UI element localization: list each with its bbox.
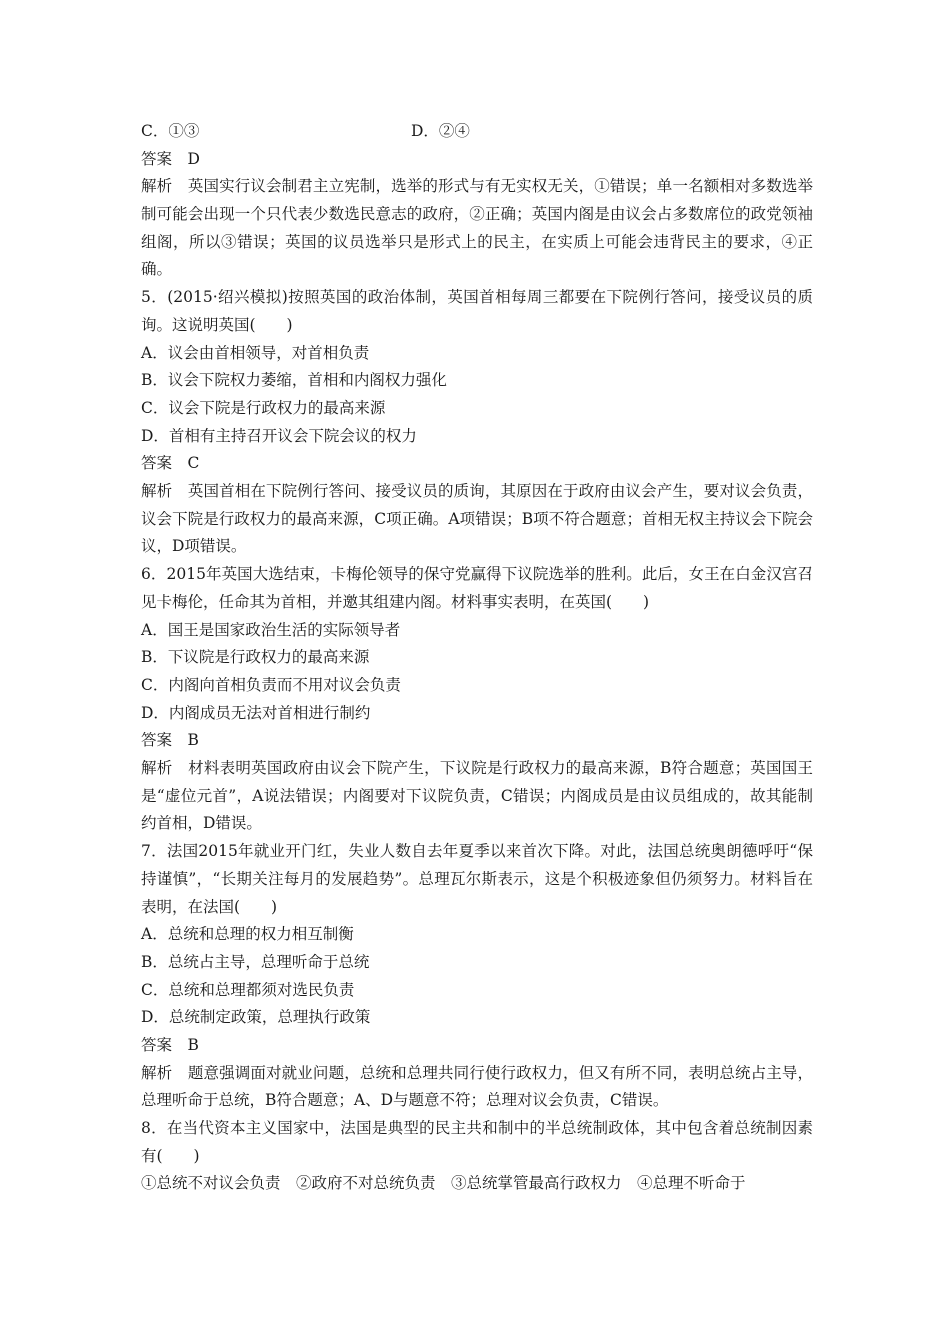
option-d: D．首相有主持召开议会下院会议的权力	[141, 426, 417, 445]
analysis-paragraph: 解析 材料表明英国政府由议会下院产生，下议院是行政权力的最高来源，B符合题意；英国国王是“虚位元首”，A说法错误；内阁要对下议院负责，C错误；内阁成员是由议员组成的，故其能制约首相，D错误。	[141, 758, 813, 833]
question-5: 5．(2015·绍兴模拟)按照英国的政治体制，英国首相每周三都要在下院例行答问，接受议员的质询。这说明英国( )	[141, 288, 813, 334]
analysis-paragraph: 解析 英国实行议会制君主立宪制，选举的形式与有无实权无关，①错误；单一名额相对多数选举制可能会出现一个只代表少数选民意志的政府，②正确；英国内阁是由议会占多数席位的政党领袖组阁，所以③错误；英国的议员选举只是形式上的民主，在实质上可能会违背民主的要求，④正确。	[141, 177, 813, 279]
page-content	[141, 118, 813, 1198]
answer-line: 答案 B	[141, 731, 199, 750]
option-a: A．国王是国家政治生活的实际领导者	[141, 620, 401, 639]
answer-line: 答案 D	[141, 149, 200, 168]
statement-list: ①总统不对议会负责 ②政府不对总统负责 ③总统掌管最高行政权力 ④总理不听命于	[141, 1174, 746, 1193]
answer-line: 答案 B	[141, 1035, 199, 1054]
option-row	[141, 118, 813, 146]
analysis-paragraph: 解析 题意强调面对就业问题，总统和总理共同行使行政权力，但又有所不同，表明总统占主导，总理听命于总统，B符合题意；A、D与题意不符；总理对议会负责，C错误。	[141, 1063, 813, 1110]
question-6: 6．2015年英国大选结束，卡梅伦领导的保守党赢得下议院选举的胜利。此后，女王在白金汉宫召见卡梅伦，任命其为首相，并邀其组建内阁。材料事实表明，在英国( )	[141, 565, 813, 611]
option-d: D．②④	[411, 122, 470, 140]
question-8: 8．在当代资本主义国家中，法国是典型的民主共和制中的半总统制政体，其中包含着总统制因素有( )	[141, 1119, 813, 1165]
option-a: A．总统和总理的权力相互制衡	[141, 925, 354, 944]
question-7: 7．法国2015年就业开门红，失业人数自去年夏季以来首次下降。对此，法国总统奥朗德呼吁“保持谨慎”，“长期关注每月的发展趋势”。总理瓦尔斯表示，这是个积极迹象但仍须努力。材料旨在表明，在法国( )	[141, 842, 813, 916]
answer-line: 答案 C	[141, 454, 200, 473]
analysis-paragraph: 解析 英国首相在下院例行答问、接受议员的质询，其原因在于政府由议会产生，要对议会负责，议会下院是行政权力的最高来源，C项正确。A项错误；B项不符合题意；首相无权主持议会下院会议，D项错误。	[141, 482, 813, 556]
option-b: B．议会下院权力萎缩，首相和内阁权力强化	[141, 371, 447, 390]
option-c: C．①③	[141, 122, 200, 140]
option-c: C．议会下院是行政权力的最高来源	[141, 398, 386, 417]
option-c: C．总统和总理都须对选民负责	[141, 980, 355, 999]
option-c: C．内阁向首相负责而不用对议会负责	[141, 675, 401, 694]
option-a: A．议会由首相领导，对首相负责	[141, 343, 370, 362]
option-d: D．内阁成员无法对首相进行制约	[141, 703, 371, 722]
option-b: B．总统占主导，总理听命于总统	[141, 952, 370, 971]
option-d: D．总统制定政策，总理执行政策	[141, 1008, 371, 1027]
option-b: B．下议院是行政权力的最高来源	[141, 648, 370, 667]
